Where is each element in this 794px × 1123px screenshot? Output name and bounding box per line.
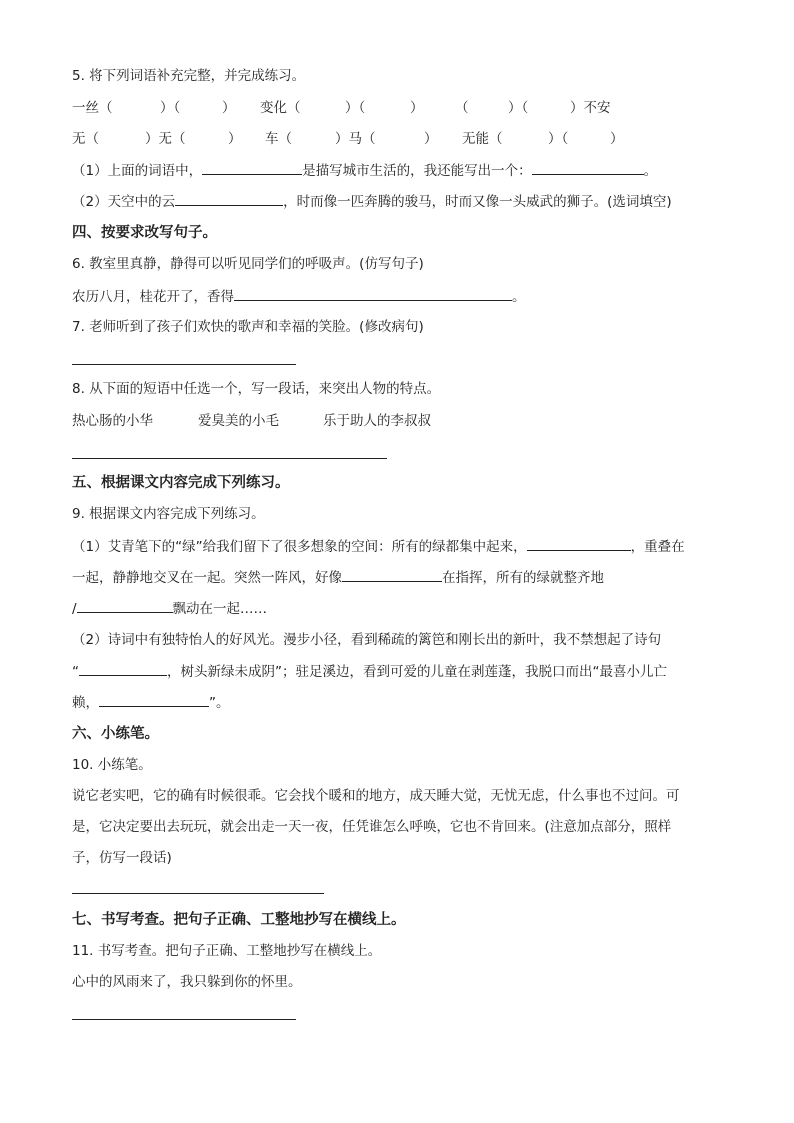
q5-sub2: （2）天空中的云 ，时而像一匹奔腾的骏马，时而又像一头威武的狮子。(选词填空) [72, 190, 672, 213]
q7-title: 7. 老师听到了孩子们欢快的歌声和幸福的笑脸。(修改病句) [72, 319, 424, 335]
answer-blank[interactable] [527, 535, 631, 551]
q11-sentence: 心中的风雨来了，我只躲到你的怀里。 [72, 974, 302, 990]
answer-blank[interactable] [342, 566, 442, 582]
answer-blank[interactable] [77, 597, 173, 613]
q8-option: 热心肠的小华 [72, 413, 153, 429]
answer-blank[interactable] [202, 159, 302, 175]
q9-p2-line2: “ ，树头新绿未成阴”；驻足溪边，看到可爱的儿童在剥莲蓬，我脱口而出“最喜小儿亡 [72, 660, 667, 683]
q9-p1-line2: 一起，静静地交叉在一起。突然一阵风，好像 在指挥，所有的绿就整齐地 [72, 566, 604, 589]
section-heading-7: 七、书写考查。把句子正确、工整地抄写在横线上。 [72, 912, 406, 928]
q10-title: 10. 小练笔。 [72, 757, 152, 773]
answer-blank[interactable] [234, 285, 512, 301]
answer-blank[interactable] [99, 691, 209, 707]
q7-answer-line[interactable] [72, 364, 296, 365]
q10-text-line: 子，仿写一段话) [72, 850, 172, 866]
q9-p2-line1: （2）诗词中有独特怡人的好风光。漫步小径，看到稀疏的篱笆和刚长出的新叶，我不禁想起了诗句 [72, 632, 662, 648]
section-heading-5: 五、根据课文内容完成下列练习。 [72, 475, 290, 491]
q11-answer-line[interactable] [72, 1019, 296, 1020]
q8-answer-line[interactable] [72, 458, 387, 459]
q9-p1-line1: （1）艾青笔下的“绿”给我们留下了很多想象的空间：所有的绿都集中起来， ，重叠在 [72, 535, 685, 558]
answer-blank[interactable] [532, 159, 644, 175]
q10-text-line: 说它老实吧，它的确有时候很乖。它会找个暖和的地方，成天睡大觉，无忧无虑，什么事也不过问。可 [72, 788, 680, 804]
q9-title: 9. 根据课文内容完成下列练习。 [72, 506, 265, 522]
q9-p2-line3: 赖， ”。 [72, 691, 230, 714]
q11-title: 11. 书写考查。把句子正确、工整地抄写在横线上。 [72, 943, 382, 959]
q6-title: 6. 教室里真静，静得可以听见同学们的呼吸声。(仿写句子) [72, 256, 424, 272]
q8-option: 乐于助人的李叔叔 [323, 413, 431, 429]
q6-answer-line: 农历八月，桂花开了，香得 。 [72, 285, 526, 308]
section-heading-4: 四、按要求改写句子。 [72, 225, 217, 241]
answer-blank[interactable] [79, 660, 167, 676]
q8-option: 爱臭美的小毛 [198, 413, 279, 429]
answer-blank[interactable] [175, 190, 283, 206]
q10-answer-line[interactable] [72, 893, 324, 894]
q9-p1-line3: / 飘动在一起…… [72, 597, 267, 620]
q8-title: 8. 从下面的短语中任选一个，写一段话，来突出人物的特点。 [72, 381, 441, 397]
q5-title: 5. 将下列词语补充完整，并完成练习。 [72, 68, 306, 84]
q5-sub1: （1）上面的词语中， 是描写城市生活的，我还能写出一个： 。 [72, 159, 657, 182]
q10-text-line: 是，它决定要出去玩玩，就会出走一天一夜，任凭谁怎么呼唤，它也不肯回来。(注意加点部分，照样 [72, 819, 672, 835]
section-heading-6: 六、小练笔。 [72, 726, 159, 742]
